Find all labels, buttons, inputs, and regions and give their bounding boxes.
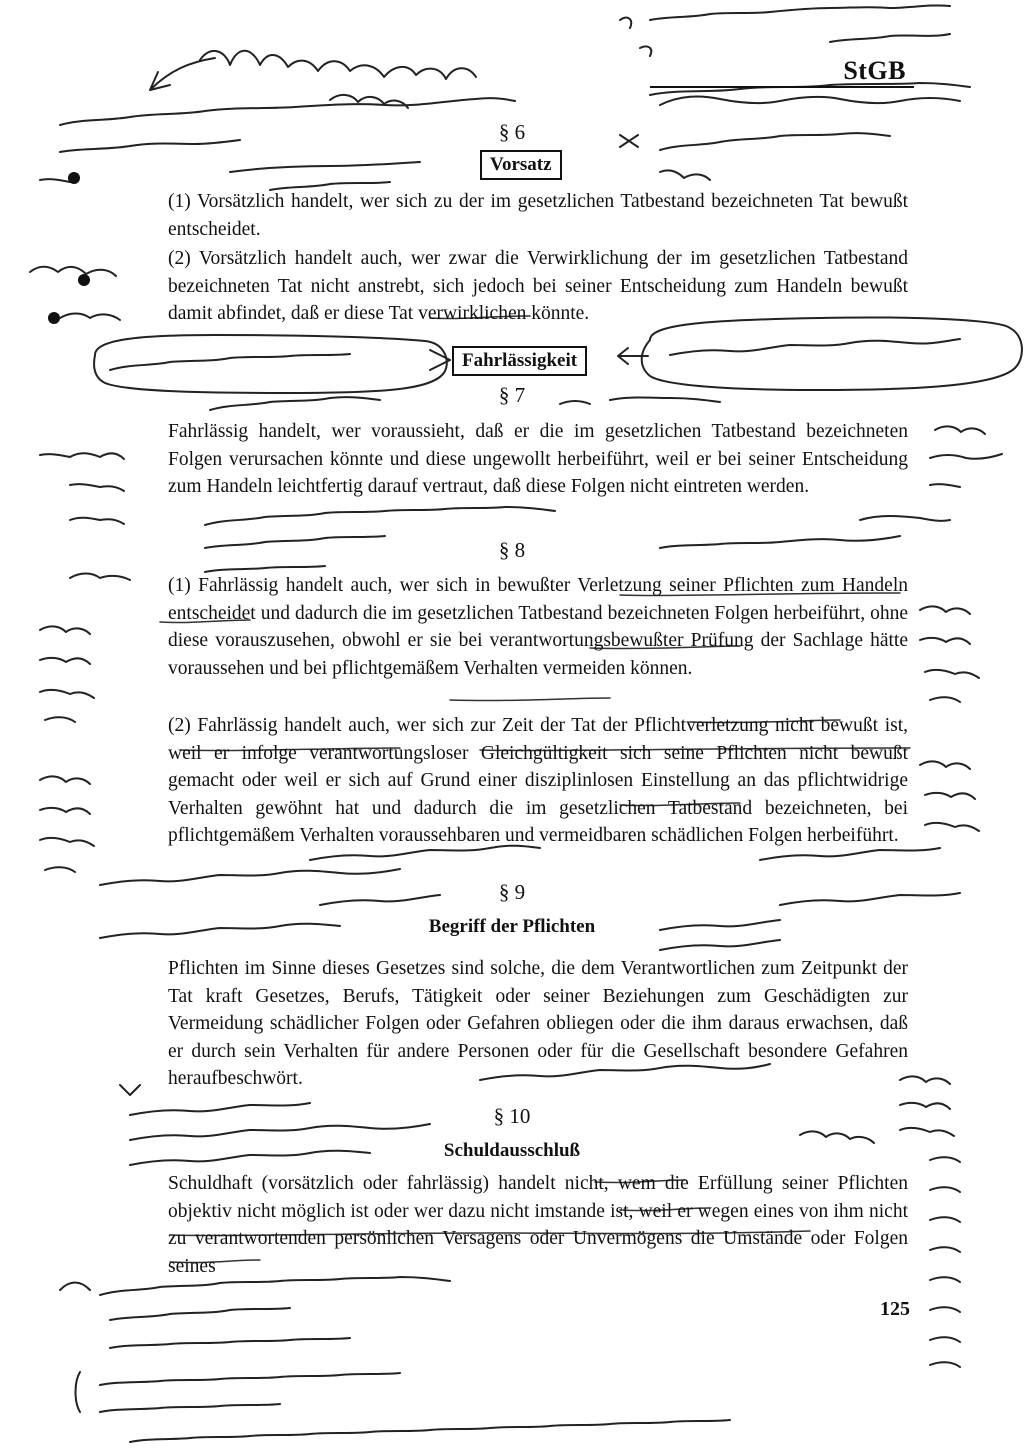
section-10-p1-text: Schuldhaft (vorsätzlich oder fahrlässig) handelt nicht, wem die Erfüllung seiner Pflichten objektiv nicht möglich ist oder wer dazu nicht imstande ist, weil er wegen eines von ihm nicht zu verantwortenden persönlichen Versagens oder Unvermögens die Umstände oder Folgen seines [168,1173,908,1277]
section-10-number: § 10 [493,1104,531,1128]
header-code: StGB [843,56,906,85]
section-10-paragraph [168,1170,908,1280]
section-6-p2-text: (2) Vorsätzlich handelt auch, wer zwar die Verwirklichung der im gesetzlichen Tatbestand bezeichneten Tat nicht anstrebt, sich jedoch bei seiner Entscheidung zum Handeln bewußt damit abfindet, daß er diese Tat verwirklichen könnte. [168,248,908,324]
section-6-title-text: Vorsatz [480,150,562,180]
section-10-title: Schuldausschluß [443,1140,581,1161]
section-6-number: § 6 [498,120,526,144]
section-8-paragraph-1 [168,572,908,682]
section-9-p1-text: Pflichten im Sinne dieses Gesetzes sind solche, die dem Verantwortlichen zum Zeitpunkt der Tat kraft Gesetzes, Berufs, Tätigkeit oder seiner Beziehungen zum Geschädigten zur Vermeidung schädlicher Folgen oder Gefahren obliegen oder die ihm daraus erwachsen, daß er durch sein Verhalten für andere Personen oder für die Gesellschaft besondere Gefahren heraufbeschwört. [168,958,908,1089]
section-8-p1-text: (1) Fahrlässig handelt auch, wer sich in bewußter Verletzung seiner Pflichten zum Handeln entscheidet und dadurch die im gesetzlichen Tatbestand bezeichneten Folgen herbeiführt, ohne diese vorauszusehen, obwohl er sie bei verantwortungsbewußter Prüfung der Sachlage hätte voraussehen und bei pflichtgemäßem Verhalten vermeiden können. [168,575,908,679]
section-6-paragraph-2 [168,245,908,328]
section-7-p1-text: Fahrlässig handelt, wer voraussieht, daß er die im gesetzlichen Tatbestand bezeichneten Folgen verursachen könnte und diese ungewollt herbeiführt, weil er bei seiner Entscheidung zum Handeln leichtfertig darauf vertraut, daß diese Folgen nicht eintreten werden. [168,421,908,497]
section-8-number: § 8 [498,538,526,562]
section-6-p1-text: (1) Vorsätzlich handelt, wer sich zu der im gesetzlichen Tatbestand bezeichneten Tat bewußt entscheidet. [168,191,908,240]
page-number: 125 [880,1298,910,1320]
section-7-number: § 7 [498,383,526,407]
section-6-title [480,150,562,180]
section-8-paragraph-2 [168,712,908,850]
section-7-title [452,346,587,376]
section-9-title: Begriff der Pflichten [428,916,596,937]
section-6-paragraph-1 [168,188,908,243]
section-9-number: § 9 [498,880,526,904]
section-7-title-text: Fahrlässigkeit [452,346,587,376]
section-9-paragraph [168,955,908,1093]
section-8-p2-text: (2) Fahrlässig handelt auch, wer sich zur Zeit der Tat der Pflichtverletzung nicht bewußt ist, weil er infolge verantwortungsloser Gleichgültigkeit sich seine Pflichten nicht bewußt gemacht oder weil er sich auf Grund einer disziplinlosen Einstellung an das pflichtwidrige Verhalten gewöhnt hat und dadurch die im gesetzlichen Tatbestand bezeichneten, bei pflichtgemäßem Verhalten voraussehbaren und vermeidbaren schädlichen Folgen herbeiführt. [168,715,908,846]
section-7-paragraph [168,418,908,501]
header-rule [650,86,914,88]
